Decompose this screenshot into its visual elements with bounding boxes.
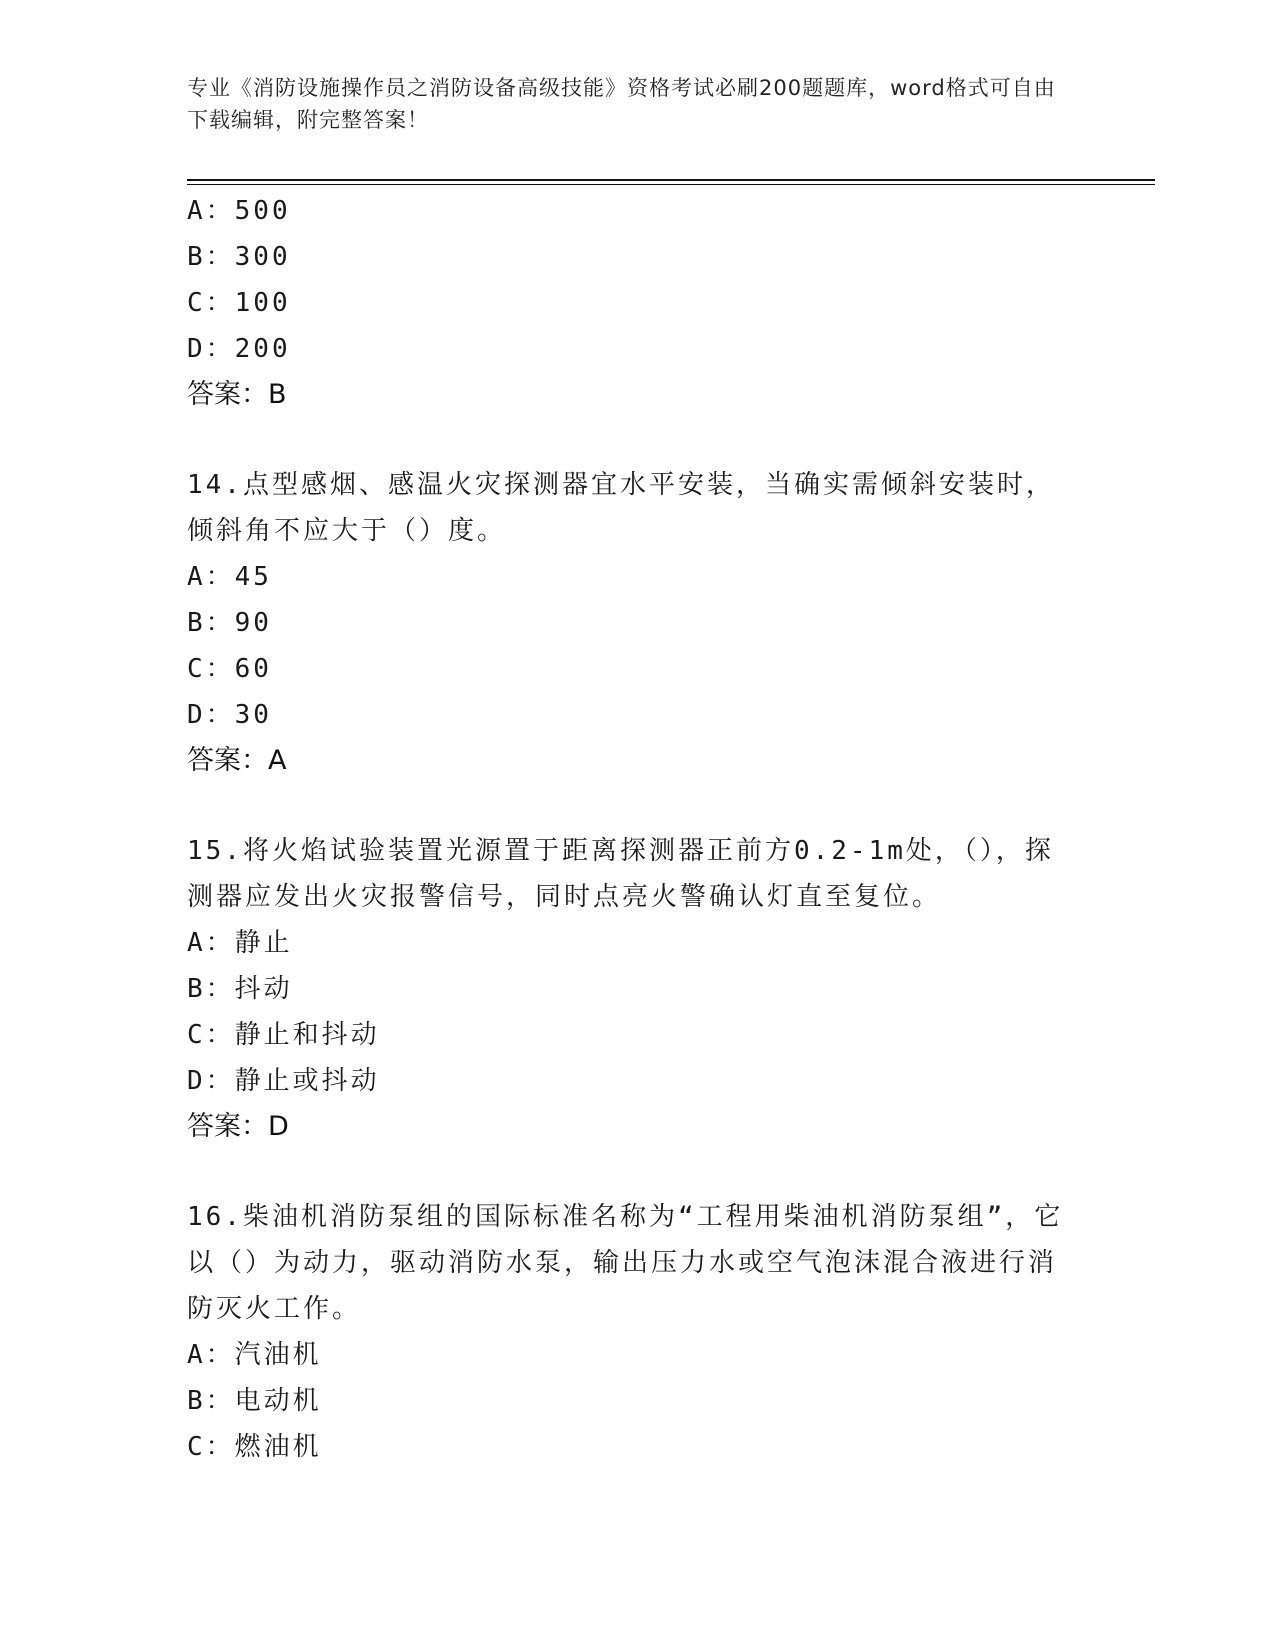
option-b: B：抖动 bbox=[187, 974, 293, 1004]
question-text: 14.点型感烟、感温火灾探测器宜水平安装，当确实需倾斜安装时，倾斜角不应大于（）度。 bbox=[187, 470, 1055, 546]
option-c: C：静止和抖动 bbox=[187, 1020, 380, 1050]
header-divider-thin bbox=[187, 184, 1155, 185]
answer-label: 答案：B bbox=[187, 379, 287, 410]
question-text: 16.柴油机消防泵组的国际标准名称为“工程用柴油机消防泵组”，它以（）为动力，驱动消防水泵，输出压力水或空气泡沫混合液进行消防灭火工作。 bbox=[187, 1202, 1064, 1324]
option-d: D：200 bbox=[187, 334, 291, 364]
question-13-block bbox=[187, 188, 1087, 418]
option-a: A：45 bbox=[187, 562, 272, 592]
document-body bbox=[187, 188, 1087, 1470]
option-d: D：静止或抖动 bbox=[187, 1066, 380, 1096]
option-b: B：300 bbox=[187, 242, 291, 272]
option-c: C：燃油机 bbox=[187, 1432, 322, 1462]
answer-label: 答案：A bbox=[187, 745, 287, 776]
question-14-block bbox=[187, 462, 1087, 784]
question-text: 15.将火焰试验装置光源置于距离探测器正前方0.2-1m处，（），探测器应发出火灾报警信号，同时点亮火警确认灯直至复位。 bbox=[187, 836, 1054, 912]
question-16-block bbox=[187, 1194, 1087, 1470]
option-a: A：静止 bbox=[187, 928, 293, 958]
header-divider-thick bbox=[187, 179, 1155, 181]
answer-label: 答案：D bbox=[187, 1111, 289, 1142]
option-c: C：100 bbox=[187, 288, 291, 318]
document-header: 专业《消防设施操作员之消防设备高级技能》资格考试必刷200题题库，word格式可自由下载编辑，附完整答案！ bbox=[187, 76, 1056, 132]
option-b: B：90 bbox=[187, 608, 272, 638]
option-b: B：电动机 bbox=[187, 1386, 322, 1416]
option-c: C：60 bbox=[187, 654, 272, 684]
option-a: A：500 bbox=[187, 196, 291, 226]
question-15-block bbox=[187, 828, 1087, 1150]
option-d: D：30 bbox=[187, 700, 272, 730]
option-a: A：汽油机 bbox=[187, 1340, 322, 1370]
